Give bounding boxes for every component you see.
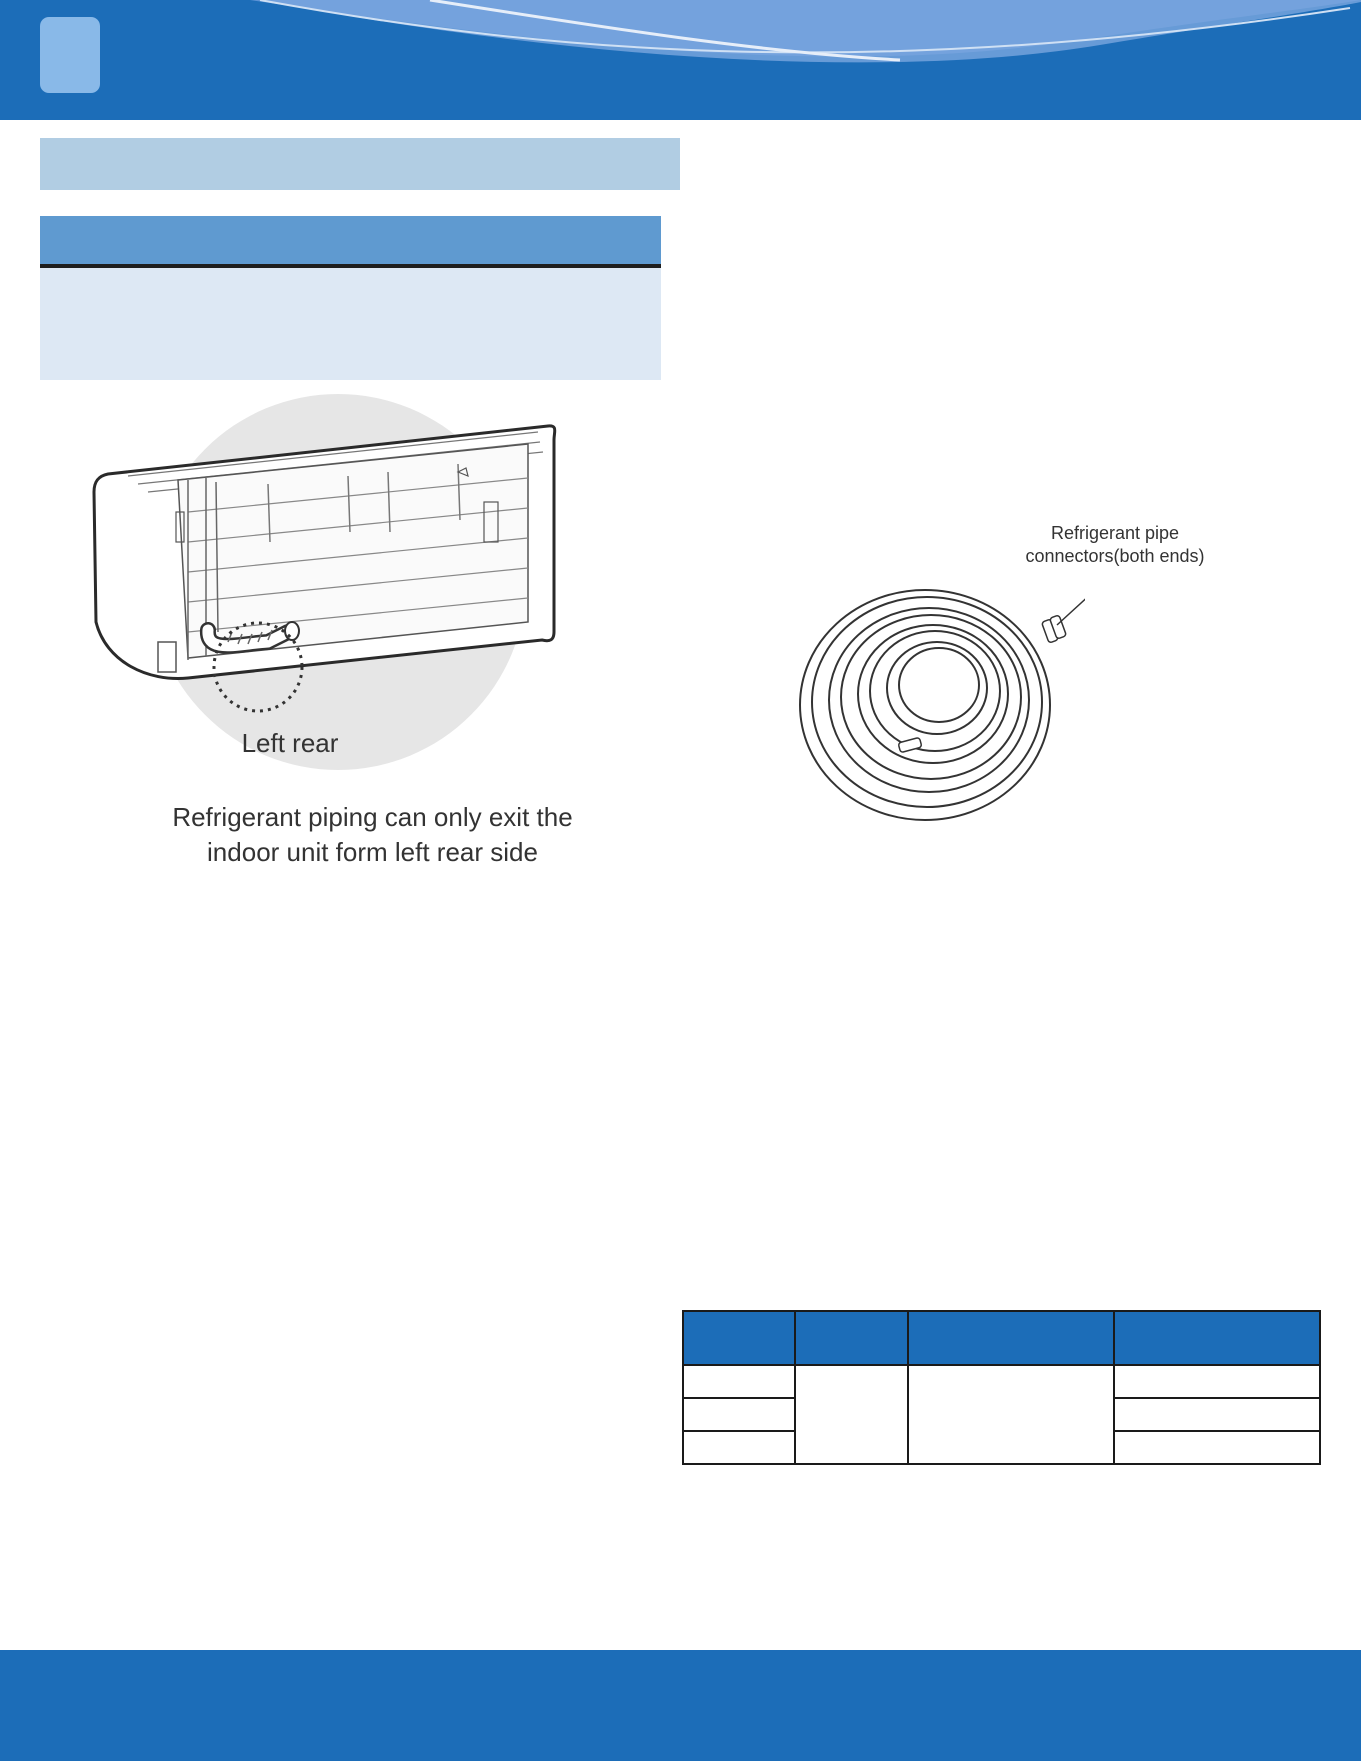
callout-line-1: Refrigerant pipe (1050, 523, 1180, 543)
page-number-badge (40, 17, 100, 93)
caption-line-2: indoor unit form left rear side (207, 837, 538, 867)
table-header-cell (908, 1311, 1114, 1365)
table-header-cell (795, 1311, 908, 1365)
table-cell (1114, 1398, 1320, 1431)
left-rear-label: Left rear (241, 728, 339, 758)
page-header (0, 0, 1361, 120)
table-cell (683, 1398, 795, 1431)
table-row (683, 1365, 1320, 1398)
callout-line-2: connectors(both ends) (1025, 546, 1205, 566)
coiled-refrigerant-pipe-illustration (795, 580, 1085, 830)
table-header-cell (1114, 1311, 1320, 1365)
table-header-cell (683, 1311, 795, 1365)
caption-line-1: Refrigerant piping can only exit the (172, 802, 573, 832)
table-cell (683, 1431, 795, 1464)
indoor-unit-rear-view-illustration (88, 392, 568, 772)
table-cell-merged (908, 1365, 1114, 1464)
table-cell-merged (795, 1365, 908, 1464)
table-cell (1114, 1365, 1320, 1398)
section-title-bar (40, 138, 680, 190)
figure-caption (100, 800, 645, 870)
table-cell (683, 1365, 795, 1398)
pipe-connector-callout (990, 522, 1240, 568)
table-cell (1114, 1431, 1320, 1464)
spec-table (682, 1310, 1321, 1465)
header-wave-graphic (0, 0, 1361, 120)
note-box (40, 268, 661, 380)
table-header-row (683, 1311, 1320, 1365)
subsection-title-bar (40, 216, 661, 264)
page-footer (0, 1650, 1361, 1761)
